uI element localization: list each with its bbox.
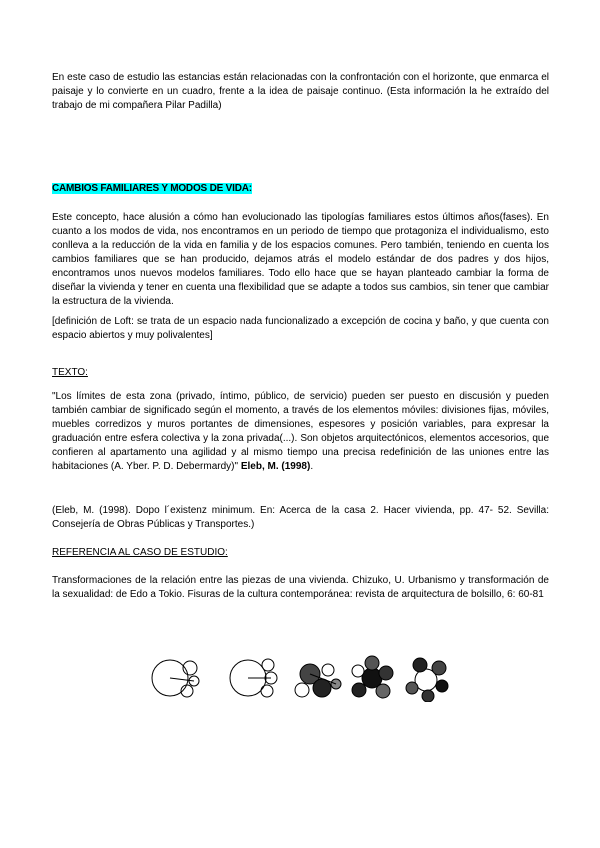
diagram-4-circle	[376, 684, 390, 698]
diagram-3-circle	[322, 664, 334, 676]
diagram-3-circle	[295, 683, 309, 697]
diagram-5-circle	[422, 690, 434, 702]
diagram-2	[230, 659, 277, 697]
quote-citation-end: .	[310, 461, 314, 472]
intro-paragraph	[52, 71, 549, 119]
diagram-5-circle	[432, 661, 446, 675]
diagram-4-circle	[379, 666, 393, 680]
texto-body	[52, 390, 549, 480]
diagram-3	[295, 664, 341, 697]
loft-definition: [definición de Loft: se trata de un espacio nada funcionalizado a excepción de cocina y baño, y que cuenta con espacio abiertos y muy polivalentes]	[52, 316, 549, 341]
section-heading-wrap	[52, 182, 549, 196]
circle-diagram-sequence-icon	[150, 654, 450, 702]
diagram-4-circle	[365, 656, 379, 670]
referencia-text: Transformaciones de la relación entre las piezas de una vivienda. Chizuko, U. Urbanismo y transformación de la sexualidad: de Edo a Tokio. Fisuras de la cultura contemporánea: revista de arquitectura de bolsillo, 6: 60-81	[52, 575, 549, 600]
diagram-5	[406, 658, 448, 702]
reference-text: (Eleb, M. (1998). Dopo l´existenz minimum. En: Acerca de la casa 2. Hacer vivienda, pp. 47- 52. Sevilla: Consejería de Obras Públicas y Transportes.)	[52, 505, 549, 530]
reference-body	[52, 504, 549, 538]
texto-heading-wrap	[52, 366, 549, 380]
referencia-heading: REFERENCIA AL CASO DE ESTUDIO:	[52, 547, 228, 558]
diagram-4-circle	[352, 665, 364, 677]
diagram-5-circle	[436, 680, 448, 692]
quote-text: "Los límites de esta zona (privado, íntimo, público, de servicio) pueden ser puesto en discusión y pueden también cambiar de significado según el momento, a través de los elementos móviles: divisiones fijas, móviles, muebles corredizos y muros portantes de dimensiones, espesores y posición variables, para expresar la graduación entre esfera colectiva y la zona privada(...). Son objetos arquitectónicos, elementos accesorios, que confieren al apartamento una agilidad y al mismo tiempo una precisa redefinición de las uniones entre las habitaciones (A. Yber. P. D. Debermardy)"	[52, 391, 549, 472]
diagram-3-circle	[313, 679, 331, 697]
diagram-4-circle	[352, 683, 366, 697]
texto-quote	[52, 390, 549, 474]
diagram-1-line	[170, 678, 194, 681]
texto-heading: TEXTO:	[52, 367, 88, 378]
section-body	[52, 211, 549, 349]
diagram-4	[352, 656, 393, 698]
quote-citation: Eleb, M. (1998)	[240, 461, 311, 472]
referencia-heading-wrap	[52, 546, 549, 560]
diagram-1	[152, 660, 199, 697]
diagram-2-small-circle	[261, 685, 273, 697]
intro-text: En este caso de estudio las estancias están relacionadas con la confrontación con el horizonte, que enmarca el paisaje y lo convierte en un cuadro, frente a la idea de paisaje continuo. (Esta información la he extraído del trabajo de mi compañera Pilar Padilla)	[52, 72, 549, 111]
section-paragraph: Este concepto, hace alusión a cómo han evolucionado las tipologías familiares estos últimos años(fases). En cuanto a los modos de vida, nos encontramos en un periodo de tiempo que protagoniza el individualismo, esto conlleva a la reducción de la vida en familia y de los espacios comunes. Pero también, teniendo en cuenta los cambios familiares que se han producido, dejamos atrás el modelo estándar de dos padres y dos hijos, encontramos unos nuevos modelos familiares. Todo ello hace que se hayan planteado cambiar la forma de diseñar la vivienda y tener en cuenta una flexibilidad que se adapte a todos sus cambios, sin tener que cambiar la estructura de la vivienda.	[52, 212, 549, 307]
diagram-2-small-circle	[262, 659, 274, 671]
diagram-5-circle	[413, 658, 427, 672]
referencia-body	[52, 574, 549, 608]
diagram-5-circle	[406, 682, 418, 694]
section-heading: CAMBIOS FAMILIARES Y MODOS DE VIDA:	[52, 183, 252, 194]
